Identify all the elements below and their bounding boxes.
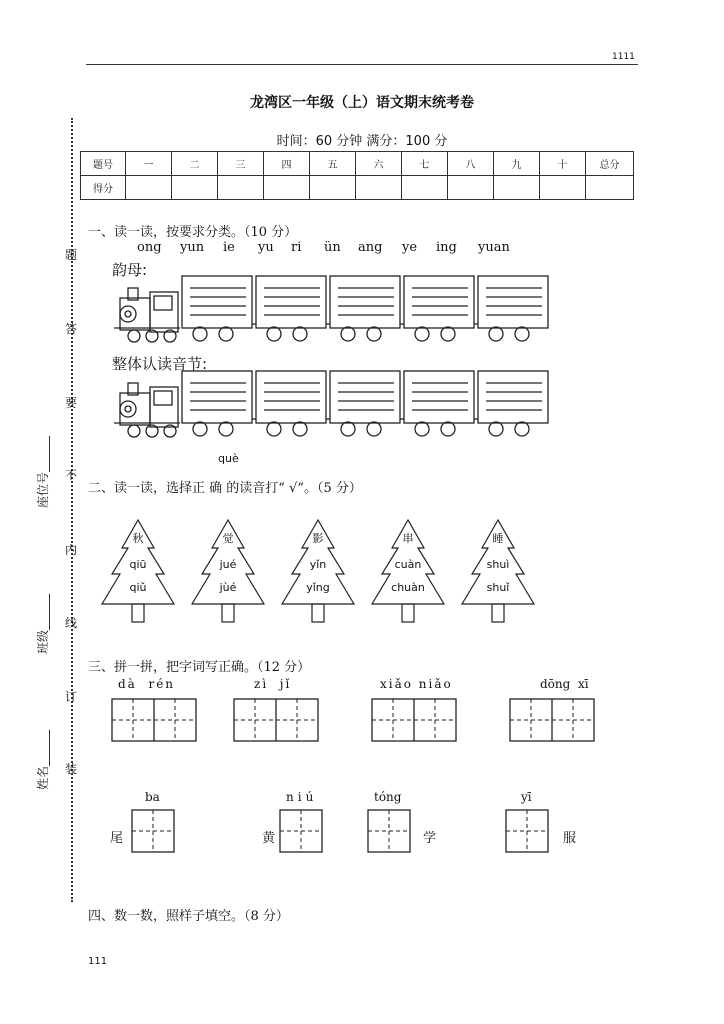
pinyin-option[interactable]: jué	[219, 558, 237, 571]
binding-char: 题	[64, 248, 77, 262]
pinyin-option[interactable]: cuàn	[394, 558, 422, 571]
binding-char: 不	[64, 468, 77, 482]
pinyin-option[interactable]: chuàn	[391, 581, 425, 594]
writing-grids-row1[interactable]	[110, 697, 630, 743]
col-header: 八	[448, 152, 494, 176]
binding-char: 线	[64, 616, 77, 630]
fill-char: 服	[563, 831, 577, 846]
tree-card	[280, 518, 356, 624]
score-cell[interactable]	[448, 176, 494, 200]
score-cell[interactable]	[310, 176, 356, 200]
fill-pinyin: niú	[286, 790, 318, 804]
syllable: ing	[436, 240, 457, 255]
tree-char: 秋	[132, 532, 144, 545]
word-pinyin: dà rén	[118, 677, 176, 691]
section1-heading: 一、读一读，按要求分类。（10 分）	[88, 225, 298, 240]
syllable: yuan	[478, 240, 510, 255]
syllable: ong	[137, 240, 162, 255]
col-header: 二	[172, 152, 218, 176]
fill-pinyin: tóng	[374, 790, 402, 804]
score-cell[interactable]	[402, 176, 448, 200]
fill-char: 黄	[262, 831, 276, 846]
binding-char: 答	[64, 322, 77, 336]
footer-code: 111	[88, 956, 108, 967]
score-table	[80, 151, 634, 200]
col-header: 十	[540, 152, 586, 176]
tree-char: 觉	[222, 532, 234, 545]
tree-card	[460, 518, 536, 624]
section4-heading: 四、数一数，照样子填空。（8 分）	[88, 909, 289, 924]
writing-grids-row2[interactable]	[130, 808, 560, 856]
binding-char: 订	[64, 690, 77, 704]
col-header: 六	[356, 152, 402, 176]
pinyin-option[interactable]: jùé	[219, 581, 237, 594]
col-header-total: 总分	[586, 152, 634, 176]
syllable: yu	[258, 240, 274, 255]
col-header: 五	[310, 152, 356, 176]
pinyin-option[interactable]: yǐn	[309, 558, 327, 571]
col-header: 九	[494, 152, 540, 176]
row-label-question-no: 题号	[81, 152, 126, 176]
binding-dotted-line	[71, 118, 73, 902]
binding-char: 要	[64, 396, 77, 410]
syllable: yun	[180, 240, 205, 255]
train2-illustration	[100, 365, 560, 445]
word-pinyin: xiǎo niǎo	[380, 677, 453, 691]
pinyin-option[interactable]: yǐng	[306, 581, 330, 594]
pinyin-option[interactable]: shuǐ	[486, 581, 510, 594]
tree-card	[190, 518, 266, 624]
syllable: ün	[324, 240, 341, 255]
score-cell[interactable]	[356, 176, 402, 200]
binding-char: 内	[64, 543, 77, 557]
binding-char: 装	[64, 762, 77, 776]
word-pinyin: dōng xī	[540, 677, 589, 691]
tree-card	[370, 518, 446, 624]
score-header-row	[81, 152, 634, 176]
col-header: 七	[402, 152, 448, 176]
score-cell[interactable]	[126, 176, 172, 200]
section2-heading: 二、读一读，选择正 确 的读音打“ √”。（5 分）	[88, 481, 362, 496]
train1-illustration	[100, 270, 560, 350]
tree-char: 串	[402, 532, 414, 545]
syllable: ye	[402, 240, 418, 255]
seat-number-field[interactable]: 座位号______	[36, 435, 50, 508]
exam-title: 龙湾区一年级（上）语文期末统考卷	[250, 95, 474, 111]
col-header: 四	[264, 152, 310, 176]
syllable: ri	[291, 240, 302, 255]
name-field[interactable]: 姓名______	[36, 729, 50, 790]
score-cell[interactable]	[172, 176, 218, 200]
score-cell[interactable]	[494, 176, 540, 200]
col-header: 一	[126, 152, 172, 176]
pinyin-option[interactable]: qiū	[129, 558, 147, 571]
pinyin-note: què	[218, 452, 239, 465]
train2-label: 整体认读音节:	[112, 355, 208, 373]
fill-pinyin: ba	[145, 790, 160, 804]
row-label-score: 得分	[81, 176, 126, 200]
tree-card	[100, 518, 176, 624]
fill-char: 尾	[110, 831, 124, 846]
score-cell[interactable]	[218, 176, 264, 200]
train1-label: 韵母:	[112, 261, 148, 279]
header-rule	[86, 64, 638, 65]
score-cell[interactable]	[264, 176, 310, 200]
syllable: ang	[358, 240, 383, 255]
fill-pinyin: yī	[521, 790, 532, 804]
col-header: 三	[218, 152, 264, 176]
pinyin-option[interactable]: qiǔ	[129, 581, 147, 594]
class-field[interactable]: 班级______	[36, 593, 50, 654]
syllable: ie	[223, 240, 235, 255]
tree-char: 睡	[492, 532, 504, 545]
score-row	[81, 176, 634, 200]
section3-heading: 三、拼一拼，把字词写正确。（12 分）	[88, 660, 311, 675]
time-info: 时间：60 分钟 满分：100 分	[276, 134, 448, 149]
score-cell[interactable]	[540, 176, 586, 200]
score-cell-total[interactable]	[586, 176, 634, 200]
word-pinyin: zì jǐ	[254, 677, 292, 691]
pinyin-option[interactable]: shuì	[486, 558, 510, 571]
fill-char: 学	[423, 831, 437, 846]
page-code: 1111	[612, 52, 635, 62]
tree-char: 影	[312, 532, 324, 545]
